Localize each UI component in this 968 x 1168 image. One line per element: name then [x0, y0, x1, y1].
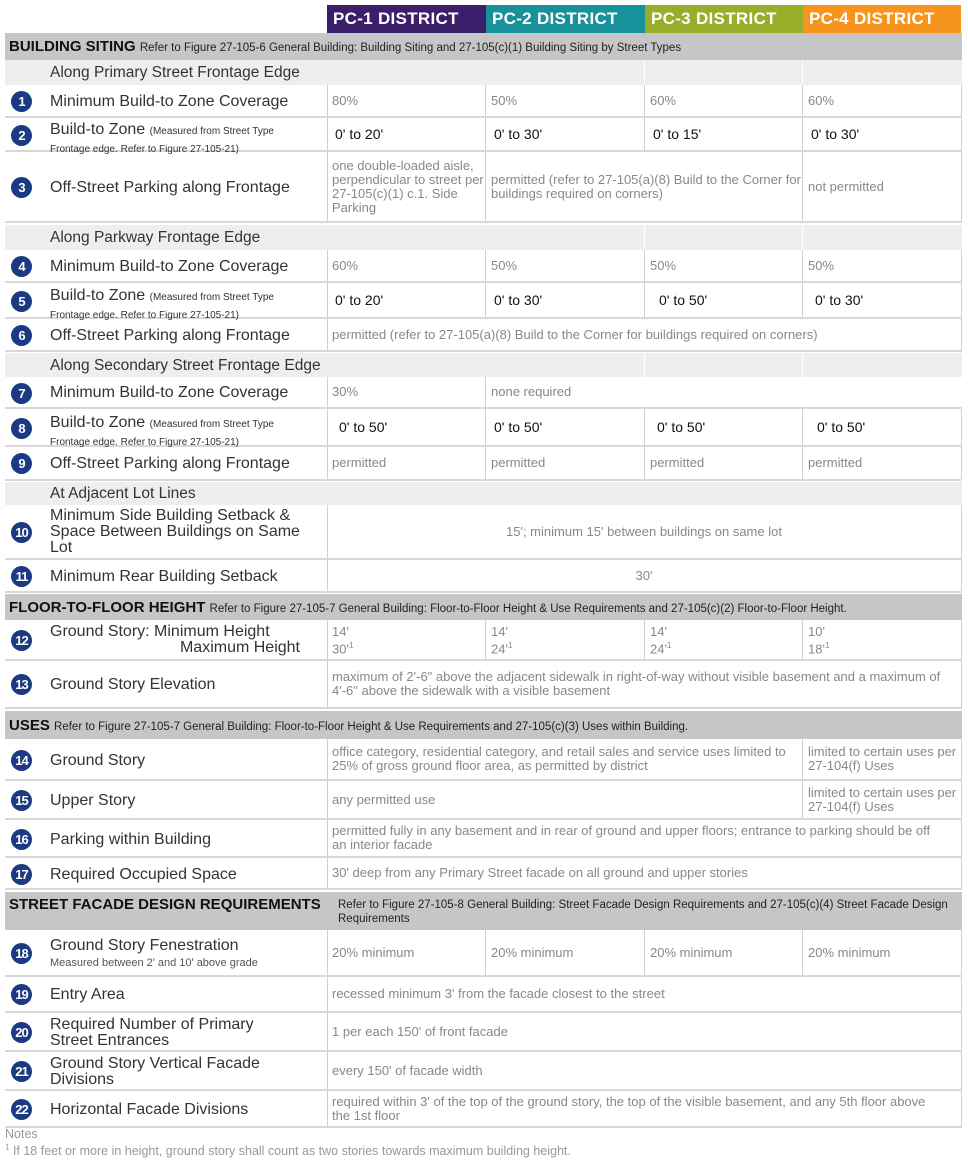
cell-all-districts: 30': [327, 560, 962, 591]
row-label: Minimum Rear Building Setback: [50, 568, 278, 585]
number-badge-icon: 2: [11, 125, 32, 146]
number-badge-icon: 18: [11, 943, 32, 964]
cell-all-districts: permitted fully in any basement and in rear of ground and upper floors; entrance to parking should be off an interior facade: [327, 820, 962, 856]
table-row-14: [5, 739, 962, 781]
row-note: (Measured from Street Type: [149, 126, 274, 137]
table-row-17: [5, 858, 962, 890]
max-height: 24': [491, 641, 508, 657]
row-label: Horizontal Facade Divisions: [50, 1101, 249, 1118]
subsection-title: Along Parkway Frontage Edge: [50, 229, 261, 246]
cell-pc1: one double-loaded aisle, perpendicular to street per 27-105(c)(1) c.1. Side Parking: [327, 152, 486, 221]
footnote-ref: 1: [348, 641, 354, 650]
cell-pc3: 0' to 15': [645, 118, 803, 150]
row-label: Off-Street Parking along Frontage: [50, 327, 290, 344]
number-badge-icon: 17: [11, 864, 32, 885]
number-badge-icon: 4: [11, 256, 32, 277]
row-note: (Measured from Street Type: [149, 419, 274, 430]
row-label: Minimum Side Building Setback & Space Between Buildings on Same Lot: [50, 507, 300, 556]
number-badge-icon: 6: [11, 325, 32, 346]
section-reference: Refer to Figure 27-105-8 General Building: Street Facade Design Requirements and 27-105(c)(4) Street Facade Design Requirements: [338, 899, 948, 925]
grid-line: [644, 60, 645, 85]
row-note-2: Frontage edge. Refer to Figure 27-105-21): [50, 144, 239, 155]
footnote-ref: 1: [507, 641, 513, 650]
table-row-5: [5, 283, 962, 319]
number-badge-icon: 7: [11, 383, 32, 404]
row-label: Build-to Zone: [50, 121, 146, 138]
min-height: 14': [332, 624, 349, 639]
number-badge-icon: 13: [11, 674, 32, 695]
cell-all-districts: recessed minimum 3' from the facade closest to the street: [327, 977, 962, 1011]
cell-pc1: 30%: [327, 377, 486, 407]
row-label: Required Number of Primary Street Entrances: [50, 1016, 254, 1049]
cell-pc3: 20% minimum: [645, 930, 803, 975]
cell-pc1: 0' to 20': [327, 118, 486, 150]
number-badge-icon: 10: [11, 522, 32, 543]
footnote-ref: 1: [666, 641, 672, 650]
row-label: Build-to Zone: [50, 287, 146, 304]
number-badge-icon: 3: [11, 177, 32, 198]
subsection-primary: [5, 60, 962, 85]
table-row-3: [5, 152, 962, 223]
section-header-uses: [5, 711, 962, 739]
table-row-1: [5, 85, 962, 118]
row-label: Off-Street Parking along Frontage: [50, 179, 290, 196]
cell-pc4: 0' to 30': [803, 118, 962, 150]
min-height: 14': [491, 624, 508, 639]
cell-pc1: 20% minimum: [327, 930, 486, 975]
number-badge-icon: 15: [11, 790, 32, 811]
district-header-pc3: PC-3 DISTRICT: [645, 5, 803, 33]
cell-pc3: permitted: [645, 447, 803, 479]
notes-title: Notes: [5, 1127, 38, 1141]
cell-pc1: 80%: [327, 85, 486, 116]
subsection-parkway: [5, 225, 962, 250]
cell-pc2: 0' to 30': [486, 283, 645, 317]
cell-pc2: [486, 620, 645, 659]
cell-pc2: permitted: [486, 447, 645, 479]
subsection-title: Along Secondary Street Frontage Edge: [50, 357, 321, 374]
section-header-floor-height: [5, 594, 962, 620]
table-row-2: [5, 118, 962, 155]
cell-pc2: 0' to 30': [486, 118, 645, 150]
row-label: Minimum Build-to Zone Coverage: [50, 384, 289, 401]
number-badge-icon: 12: [11, 630, 32, 651]
cell-pc2: 50%: [486, 250, 645, 281]
table-row-22: [5, 1091, 962, 1128]
cell-pc3: [645, 620, 803, 659]
cell-pc1-pc3: office category, residential category, and retail sales and service uses limited to 25% of gross ground floor area, as permitted by district: [327, 739, 803, 779]
cell-all-districts: 1 per each 150' of front facade: [327, 1013, 962, 1050]
row-sublabel: Measured between 2' and 10' above grade: [50, 957, 258, 969]
table-row-13: [5, 661, 962, 709]
section-title: STREET FACADE DESIGN REQUIREMENTS: [9, 896, 321, 913]
section-reference: Refer to Figure 27-105-7 General Building: Floor-to-Floor Height & Use Requirements and 27-105(c)(2) Floor-to-Floor Height.: [209, 603, 847, 615]
district-header-pc4: PC-4 DISTRICT: [803, 5, 961, 33]
footnote-ref: 1: [824, 641, 830, 650]
cell-pc4: 20% minimum: [803, 930, 962, 975]
number-badge-icon: 11: [11, 566, 32, 587]
cell-pc2: 20% minimum: [486, 930, 645, 975]
max-height: 24': [650, 641, 667, 657]
section-title: USES: [9, 717, 50, 734]
table-row-21: [5, 1052, 962, 1091]
row-label: Ground Story Elevation: [50, 676, 216, 693]
section-header-building-siting: [5, 33, 962, 60]
cell-pc1: permitted: [327, 447, 486, 479]
max-height: 30': [332, 641, 349, 657]
table-row-18: [5, 930, 962, 977]
row-label: Minimum Build-to Zone Coverage: [50, 93, 289, 110]
table-row-11: [5, 560, 962, 593]
table-row-6: [5, 319, 962, 352]
cell-all-districts: 15'; minimum 15' between buildings on same lot: [327, 505, 962, 558]
table-row-15: [5, 781, 962, 820]
number-badge-icon: 16: [11, 829, 32, 850]
table-row-16: [5, 820, 962, 858]
table-row-10: [5, 505, 962, 560]
footnote-text: If 18 feet or more in height, ground story shall count as two stories towards maximum building height.: [12, 1144, 571, 1159]
row-label: Entry Area: [50, 986, 125, 1003]
cell-pc1: [327, 620, 486, 659]
min-height: 14': [650, 624, 667, 639]
cell-pc3: 60%: [645, 85, 803, 116]
cell-pc1: 60%: [327, 250, 486, 281]
grid-line: [802, 225, 803, 250]
cell-pc4: [803, 620, 962, 659]
row-label: Minimum Build-to Zone Coverage: [50, 258, 289, 275]
cell-pc1: 0' to 50': [327, 409, 486, 445]
cell-pc1: 0' to 20': [327, 283, 486, 317]
row-label: Upper Story: [50, 792, 136, 809]
district-header-pc1: PC-1 DISTRICT: [327, 5, 486, 33]
section-title: BUILDING SITING: [9, 38, 136, 55]
row-label: Off-Street Parking along Frontage: [50, 455, 290, 472]
cell-pc3: 0' to 50': [645, 409, 803, 445]
table-row-12: [5, 620, 962, 661]
cell-pc4: 0' to 30': [803, 283, 962, 317]
grid-line: [644, 353, 645, 377]
row-label: Build-to Zone: [50, 414, 146, 431]
min-height: 10': [808, 624, 825, 639]
number-badge-icon: 20: [11, 1022, 32, 1043]
number-badge-icon: 21: [11, 1061, 32, 1082]
cell-pc4: limited to certain uses per 27-104(f) Uses: [803, 739, 962, 779]
grid-line: [802, 353, 803, 377]
section-reference: Refer to Figure 27-105-7 General Building: Floor-to-Floor Height & Use Requirements and 27-105(c)(3) Uses within Building.: [54, 721, 689, 733]
cell-all-districts: maximum of 2'-6" above the adjacent sidewalk in right-of-way without visible basement and a maximum of 4'-6" above the sidewalk with a visible basement: [327, 661, 962, 707]
grid-line: [644, 225, 645, 250]
max-height: 18': [808, 641, 825, 657]
grid-line: [802, 60, 803, 85]
district-header-pc2: PC-2 DISTRICT: [486, 5, 645, 33]
table-row-4: [5, 250, 962, 283]
table-row-19: [5, 977, 962, 1013]
row-label: Ground Story: [50, 752, 146, 769]
cell-pc1-pc3: any permitted use: [327, 781, 803, 818]
footnote-1: [5, 1143, 571, 1158]
subsection-adjacent: [5, 482, 962, 505]
number-badge-icon: 5: [11, 291, 32, 312]
number-badge-icon: 9: [11, 453, 32, 474]
cell-pc4: not permitted: [803, 152, 962, 221]
subsection-title: Along Primary Street Frontage Edge: [50, 64, 300, 81]
subsection-title: At Adjacent Lot Lines: [50, 485, 196, 502]
cell-pc3: 0' to 50': [645, 283, 803, 317]
row-label: Ground Story Vertical Facade Divisions: [50, 1055, 260, 1088]
cell-all-districts: permitted (refer to 27-105(a)(8) Build to the Corner for buildings required on corners): [327, 319, 962, 350]
number-badge-icon: 1: [11, 91, 32, 112]
row-note: (Measured from Street Type: [149, 292, 274, 303]
cell-all-districts: every 150' of facade width: [327, 1052, 962, 1089]
number-badge-icon: 14: [11, 750, 32, 771]
row-label: Ground Story Fenestration: [50, 937, 239, 954]
cell-pc4: 50%: [803, 250, 962, 281]
cell-pc4: permitted: [803, 447, 962, 479]
cell-pc4: limited to certain uses per 27-104(f) Uses: [803, 781, 962, 818]
cell-pc4: 60%: [803, 85, 962, 116]
cell-pc2: 50%: [486, 85, 645, 116]
row-note-2: Frontage edge. Refer to Figure 27-105-21): [50, 437, 239, 448]
row-label: Required Occupied Space: [50, 866, 237, 883]
row-label: Ground Story: Minimum Height: [50, 623, 270, 640]
table-row-9: [5, 447, 962, 481]
row-label: Parking within Building: [50, 831, 211, 848]
table-row-8: [5, 409, 962, 447]
number-badge-icon: 8: [11, 418, 32, 439]
cell-pc3: 50%: [645, 250, 803, 281]
table-row-7: [5, 377, 962, 409]
cell-pc4: 0' to 50': [803, 409, 962, 445]
number-badge-icon: 19: [11, 984, 32, 1005]
row-note-2: Frontage edge. Refer to Figure 27-105-21): [50, 310, 239, 321]
cell-pc2-pc4: none required: [491, 384, 572, 399]
footnote-marker: 1: [5, 1143, 10, 1152]
table-row-20: [5, 1013, 962, 1052]
cell-pc2: 0' to 50': [486, 409, 645, 445]
cell-all-districts: 30' deep from any Primary Street facade on all ground and upper stories: [327, 858, 962, 888]
section-title: FLOOR-TO-FLOOR HEIGHT: [9, 599, 206, 616]
section-header-street-facade: [5, 892, 962, 930]
cell-pc2-pc3: permitted (refer to 27-105(a)(8) Build to the Corner for buildings required on corners): [486, 152, 803, 221]
number-badge-icon: 22: [11, 1099, 32, 1120]
section-reference: Refer to Figure 27-105-6 General Building: Building Siting and 27-105(c)(1) Building Siting by Street Types: [139, 42, 682, 54]
subsection-secondary: [5, 353, 962, 377]
cell-all-districts: required within 3' of the top of the ground story, the top of the visible basement, and any 5th floor above the 1st floor: [327, 1091, 962, 1126]
row-label-2: Maximum Height: [179, 639, 300, 656]
